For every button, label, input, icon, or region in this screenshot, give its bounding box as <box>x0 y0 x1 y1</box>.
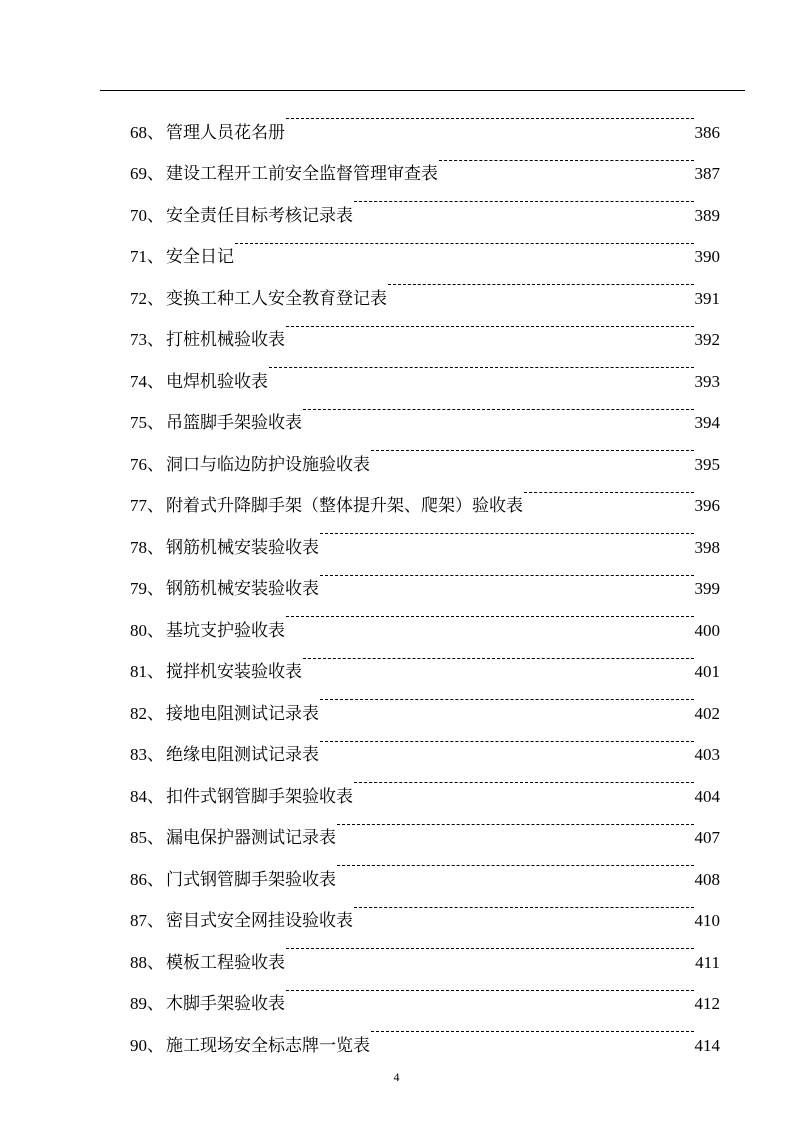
toc-entry-separator: 、 <box>147 288 164 309</box>
toc-dot-leader <box>320 719 694 761</box>
toc-entry-separator: 、 <box>147 579 164 599</box>
toc-entry-number: 86 <box>130 869 147 889</box>
toc-entry-number: 85 <box>130 828 147 847</box>
toc-entry-page: 393 <box>694 371 720 391</box>
toc-entry-separator: 、 <box>147 413 164 433</box>
toc-entry-title: 附着式升降脚手架（整体提升架、爬架）验收表 <box>166 496 523 516</box>
toc-entry-page: 410 <box>694 911 720 930</box>
toc-dot-leader <box>371 1009 694 1051</box>
toc-entry-number: 73 <box>130 330 147 349</box>
toc-dot-leader <box>371 428 694 470</box>
toc-entry-title: 钢筋机械安装验收表 <box>166 537 319 558</box>
toc-dot-leader <box>286 968 694 1010</box>
toc-entry-page: 391 <box>694 288 720 308</box>
toc-entry-number: 79 <box>130 579 147 598</box>
toc-entry-number: 90 <box>130 1035 147 1055</box>
toc-entry-separator: 、 <box>147 330 164 350</box>
toc-entry-number: 87 <box>130 911 147 930</box>
toc-entry-title: 安全责任目标考核记录表 <box>166 205 353 226</box>
toc-entry-title: 密目式安全网挂设验收表 <box>166 911 353 931</box>
toc-entry-separator: 、 <box>147 703 164 724</box>
toc-entry-page: 399 <box>694 579 720 598</box>
toc-entry-page: 412 <box>694 994 720 1013</box>
toc-entry-title: 木脚手架验收表 <box>166 994 285 1014</box>
toc-dot-leader <box>337 843 694 885</box>
toc-dot-leader <box>303 387 694 429</box>
toc-entry-number: 81 <box>130 662 147 681</box>
toc-entry-number: 74 <box>130 371 147 391</box>
toc-entry-title: 绝缘电阻测试记录表 <box>166 745 319 765</box>
toc-entry[interactable] <box>130 96 720 143</box>
toc-entry-page: 392 <box>694 330 720 349</box>
toc-entry-title: 搅拌机安装验收表 <box>166 662 302 682</box>
toc-entry-number: 89 <box>130 994 147 1013</box>
toc-entry-separator: 、 <box>147 620 164 641</box>
toc-entry-page: 396 <box>694 496 720 515</box>
toc-entry-separator: 、 <box>147 247 164 267</box>
toc-entry-page: 400 <box>694 620 720 640</box>
toc-entry-title: 洞口与临边防护设施验收表 <box>166 454 370 475</box>
toc-dot-leader <box>524 470 694 512</box>
toc-entry-number: 88 <box>130 952 147 972</box>
toc-dot-leader <box>388 262 694 304</box>
toc-entry-number: 78 <box>130 537 147 557</box>
toc-dot-leader <box>286 96 694 138</box>
toc-entry-title: 管理人员花名册 <box>166 122 285 143</box>
toc-dot-leader <box>354 760 694 802</box>
toc-entry-number: 80 <box>130 620 147 640</box>
toc-entry-page: 408 <box>694 869 720 889</box>
toc-dot-leader <box>235 221 694 263</box>
toc-entry-separator: 、 <box>147 164 164 184</box>
toc-entry-separator: 、 <box>147 911 164 931</box>
toc-dot-leader <box>286 304 694 346</box>
toc-dot-leader <box>320 511 694 553</box>
toc-dot-leader <box>269 345 694 387</box>
toc-entry-page: 394 <box>694 413 720 432</box>
toc-dot-leader <box>439 138 694 180</box>
toc-entry-separator: 、 <box>147 496 164 516</box>
toc-entry-number: 68 <box>130 122 147 142</box>
toc-entry-title: 钢筋机械安装验收表 <box>166 579 319 599</box>
toc-dot-leader <box>354 179 694 221</box>
toc-entry-number: 76 <box>130 454 147 474</box>
toc-entry-separator: 、 <box>147 371 164 392</box>
header-rule <box>100 90 745 91</box>
toc-entry-separator: 、 <box>147 537 164 558</box>
toc-entry-title: 基坑支护验收表 <box>166 620 285 641</box>
toc-entry-separator: 、 <box>147 828 164 848</box>
toc-entry-title: 建设工程开工前安全监督管理审查表 <box>166 164 438 184</box>
toc-entry-title: 漏电保护器测试记录表 <box>166 828 336 848</box>
toc-entry-separator: 、 <box>147 122 164 143</box>
toc-entry-page: 407 <box>694 828 720 847</box>
toc-entry-title: 安全日记 <box>166 247 234 267</box>
toc-entry-title: 电焊机验收表 <box>166 371 268 392</box>
toc-entry-title: 接地电阻测试记录表 <box>166 703 319 724</box>
toc-dot-leader <box>354 885 694 927</box>
toc-entry-page: 404 <box>694 786 720 806</box>
toc-entry-separator: 、 <box>147 662 164 682</box>
toc-entry-number: 75 <box>130 413 147 432</box>
toc-entry-separator: 、 <box>147 952 164 973</box>
toc-entry-page: 389 <box>694 205 720 225</box>
toc-dot-leader <box>320 553 694 595</box>
toc-entry-title: 施工现场安全标志牌一览表 <box>166 1035 370 1056</box>
toc-dot-leader <box>337 802 694 844</box>
toc-entry-page: 387 <box>694 164 720 183</box>
toc-dot-leader <box>320 677 694 719</box>
toc-entry-separator: 、 <box>147 454 164 475</box>
toc-entry-separator: 、 <box>147 1035 164 1056</box>
toc-entry-separator: 、 <box>147 786 164 807</box>
toc-dot-leader <box>286 926 694 968</box>
toc-entry-page: 411 <box>695 952 720 972</box>
toc-entry-page: 403 <box>694 745 720 764</box>
toc-entry-title: 吊篮脚手架验收表 <box>166 413 302 433</box>
toc-entry-page: 398 <box>694 537 720 557</box>
toc-entry-number: 83 <box>130 745 147 764</box>
toc-dot-leader <box>286 594 694 636</box>
table-of-contents <box>130 96 720 1056</box>
toc-entry-number: 72 <box>130 288 147 308</box>
toc-entry-number: 77 <box>130 496 147 515</box>
toc-entry-number: 71 <box>130 247 147 266</box>
toc-entry-page: 390 <box>694 247 720 266</box>
toc-entry-separator: 、 <box>147 994 164 1014</box>
toc-entry-page: 402 <box>694 703 720 723</box>
page-number: 4 <box>393 1070 400 1084</box>
toc-entry-title: 模板工程验收表 <box>166 952 285 973</box>
toc-entry-title: 打桩机械验收表 <box>166 330 285 350</box>
toc-entry-separator: 、 <box>147 205 164 226</box>
toc-entry-separator: 、 <box>147 745 164 765</box>
toc-entry-page: 395 <box>694 454 720 474</box>
toc-entry-separator: 、 <box>147 869 164 890</box>
toc-entry-title: 变换工种工人安全教育登记表 <box>166 288 387 309</box>
toc-entry-number: 82 <box>130 703 147 723</box>
toc-entry-number: 84 <box>130 786 147 806</box>
toc-dot-leader <box>303 636 694 678</box>
toc-entry-page: 386 <box>694 122 720 142</box>
toc-entry-title: 扣件式钢管脚手架验收表 <box>166 786 353 807</box>
toc-entry-page: 414 <box>694 1035 720 1055</box>
toc-entry-number: 70 <box>130 205 147 225</box>
toc-entry-page: 401 <box>694 662 720 681</box>
toc-entry-number: 69 <box>130 164 147 183</box>
toc-entry-title: 门式钢管脚手架验收表 <box>166 869 336 890</box>
